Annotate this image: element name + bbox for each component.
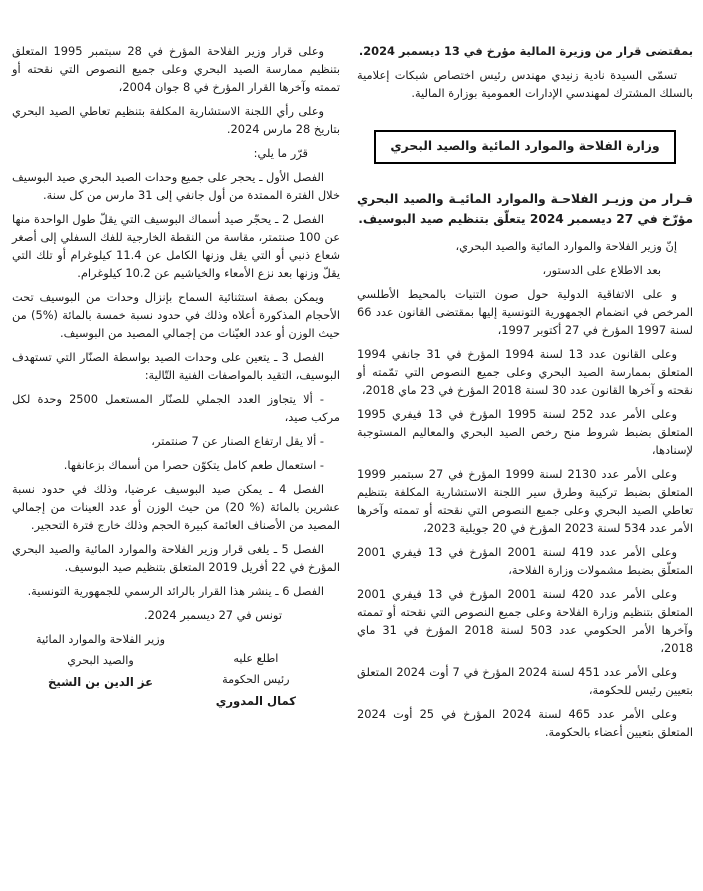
decide-line: قرّر ما يلي: <box>253 146 308 161</box>
visa-arrete-1995-paragraph: وعلى قرار وزير الفلاحة المؤرخ في 28 سبتمبر 1995 المتعلق بتنظيم ممارسة الصيد البحري وعلى جميع النصوص التي نقحته أو تممته وآخرها القرار المؤرخ في 8 جوان 2004، <box>12 44 340 95</box>
visa-law-1994-paragraph: وعلى القانون عدد 13 لسنة 1994 المؤرخ في 31 جانفي 1994 المتعلق بممارسة الصيد البحري وعلى جميع النصوص التي تمّمته أو نقحته و آخرها القانون عدد 30 لسنة 2018 المؤرخ في 23 ماي 2018، <box>357 346 693 397</box>
visa-decree-420-paragraph: وعلى الأمر عدد 420 لسنة 2001 المؤرخ في 13 فيفري 2001 المتعلق بتنظيم وزارة الفلاحة وعلى جميع النصوص التي نقحته أو تممته وآخرها الأمر الحكومي عدد 503 لسنة 2018 المؤرخ في 31 ماي 2018، <box>357 587 694 656</box>
seen-label: اطلع عليه <box>233 652 279 666</box>
visa-decree-451-paragraph: وعلى الأمر عدد 451 لسنة 2024 المؤرخ في 7 أوت 2024 المتعلق بتعيين رئيس للحكومة، <box>357 665 693 698</box>
minister-name: عز الدين بن الشيخ <box>48 674 154 689</box>
column-right <box>357 42 693 891</box>
visa-avis-paragraph: وعلى رأي اللجنة الاستشارية المكلفة بتنظيم تعاطي الصيد البحري بتاريخ 28 مارس 2024. <box>12 104 340 137</box>
finance-appointment-paragraph: تسمّى السيدة نادية زنيدي مهندس رئيس اختصاص شبكات إعلامية بالسلك المشترك لمهندسي الإدارات العمومية بوزارة المالية. <box>357 68 693 101</box>
column-left <box>12 42 340 891</box>
article-4-paragraph: الفصل 4 ـ يمكن صيد البوسيف عرضيا، وذلك في حدود نسبة عشرين بالمائة ‎(20 %)‎ من حيث الوزن أو عدد العينات من إجمالي المصيد من الأصناف العائمة كبيرة الحجم وذلك خارج فترة التحجير. <box>12 482 341 533</box>
finance-decree-line: بمقتضى قرار من وزيرة المالية مؤرخ في 13 ديسمبر 2024. <box>358 44 693 58</box>
visa-decree-2130-paragraph: وعلى الأمر عدد 2130 لسنة 1999 المؤرخ في 27 سبتمبر 1999 المتعلق بضبط تركيبة وطرق سير اللجنة الاستشارية المكلفة بتنظيم تعاطي الصيد البحري وعلى جميع النصوص التي نقحته أو تممته وآخرها الأمر عدد 534 لسنة 2023 المؤرخ في 20 جويلية 2023، <box>357 466 693 535</box>
visa-decree-252-paragraph: وعلى الأمر عدد 252 لسنة 1995 المؤرخ في 13 فيفري 1995 المتعلق بضبط شروط منح رخص الصيد البحري والمعاليم المستوجبة لإسنادها، <box>357 406 693 457</box>
ministry-section-box <box>374 130 675 164</box>
ministry-box-title: وزارة الفلاحة والموارد المائية والصيد البحري <box>390 139 660 154</box>
visa-decree-419-paragraph: وعلى الأمر عدد 419 لسنة 2001 المؤرخ في 13 فيفري 2001 المتعلّق بضبط مشمولات وزارة الفلاحة، <box>357 545 693 578</box>
seen-by-block <box>216 649 296 712</box>
article-2-paragraph: الفصل 2 ـ يحجّر صيد أسماك البوسيف التي يقلّ طول الواحدة منها عن 100 صنتمتر، مقاسة من النقطة الخارجية للفك السفلي إلى أصغر شعاع ذنبي أو التي يقل وزنها الكامل عن 11.4 كيلوغرام أو تلك التي يقلّ وزنها بعد نزع الأمعاء والخياشيم عن 10.2 كيلوغرام. <box>12 212 340 281</box>
minister-title-line1: وزير الفلاحة والموارد المائية <box>36 633 166 647</box>
minister-title-line2: والصيد البحري <box>67 654 134 668</box>
minister-signature-block <box>36 630 165 712</box>
preamble-minister-line: إنّ وزير الفلاحة والموارد المائية والصيد البحري، <box>455 238 677 253</box>
visa-decree-465-paragraph: وعلى الأمر عدد 465 لسنة 2024 المؤرخ في 25 أوت 2024 المتعلق بتعيين أعضاء بالحكومة. <box>357 707 693 740</box>
preamble-constitution-line: بعد الاطلاع على الدستور، <box>542 262 661 277</box>
pm-title: رئيس الحكومة <box>222 673 290 687</box>
exception-paragraph: ويمكن بصفة استثنائية السماح بإنزال وحدات من البوسيف تحت الأحجام المذكورة أعلاه وذلك في حدود نسبة خمسة بالمائة ‎(5%)‎ من حيث الوزن أو عدد العيّنات من إجمالي المصيد من البوسيف. <box>12 290 340 341</box>
spec-bullet-2: - ألا يقل ارتفاع الصنار عن 7 صنتمتر، <box>151 434 324 449</box>
signature-row <box>12 628 340 712</box>
place-date-line: تونس في 27 ديسمبر 2024. <box>143 608 282 623</box>
spec-bullet-3: - استعمال طعم كامل يتكوّن حصرا من أسماك بزعانفها. <box>63 458 324 473</box>
pm-name: كمال المدوري <box>215 693 296 708</box>
article-6-paragraph: الفصل 6 ـ ينشر هذا القرار بالرائد الرسمي للجمهورية التونسية. <box>27 584 324 599</box>
article-1-paragraph: الفصل الأول ـ يحجر على جميع وحدات الصيد البحري صيد البوسيف خلال الفترة الممتدة من أول جانفي إلى 31 مارس من كل سنة. <box>11 170 340 203</box>
visa-convention-paragraph: و على الاتفاقية الدولية حول صون التنيات بالمحيط الأطلسي المرخص في انضمام الجمهورية التونسية إليها بمقتضى القانون عدد 66 لسنة 1997 المؤرخ في 27 أكتوبر 1997، <box>357 286 693 337</box>
decree-title: قـرار من وزيـر الفلاحـة والموارد المائيـة والصيد البحري مؤرّخ في 27 ديسمبر 2024 يتعلّق بتنظيم صيد البوسيف. <box>357 192 693 226</box>
article-3-paragraph: الفصل 3 ـ يتعين على وحدات الصيد بواسطة الصنّار التي تستهدف البوسيف، التقيد بالمواصفات الفنية التّالية: <box>12 350 340 383</box>
spec-bullet-1: - ألا يتجاوز العدد الجملي للصنّار المستعمل 2500 وحدة لكل مركب صيد، <box>12 392 340 425</box>
article-5-paragraph: الفصل 5 ـ يلغى قرار وزير الفلاحة والموارد المائية والصيد البحري المؤرخ في 22 أفريل 2019 المتعلق بتنظيم صيد البوسيف. <box>12 542 340 575</box>
